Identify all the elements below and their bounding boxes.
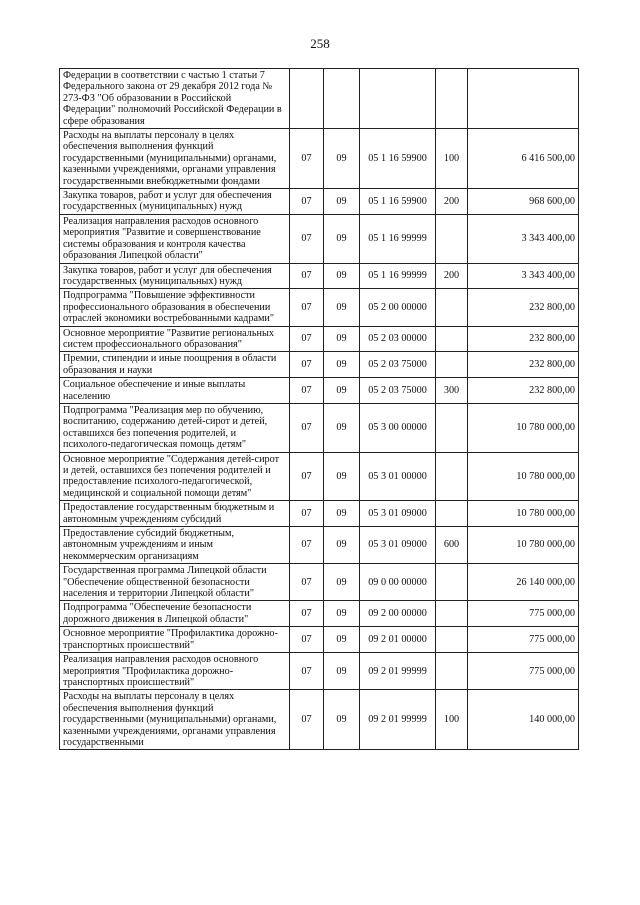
- target-article-cell: 09 2 00 00000: [360, 601, 436, 627]
- subsection-code-cell: 09: [324, 452, 360, 501]
- table-row: [60, 501, 579, 527]
- subsection-code-cell: 09: [324, 403, 360, 452]
- row-name-cell: Федерации в соответствии с частью 1 статьи 7 Федерального закона от 29 декабря 2012 года № 273-ФЗ "Об образовании в Российской Федерации" полномочий Российской Федерации в сфере образования: [60, 69, 290, 129]
- target-article-cell: 05 3 01 09000: [360, 527, 436, 564]
- section-code-cell: 07: [290, 378, 324, 404]
- section-code-cell: 07: [290, 564, 324, 601]
- row-name-cell: Премии, стипендии и иные поощрения в области образования и науки: [60, 352, 290, 378]
- row-name-cell: Реализация направления расходов основного мероприятия "Профилактика дорожно-транспортных происшествий": [60, 653, 290, 690]
- expense-type-cell: [436, 501, 468, 527]
- expense-type-cell: 600: [436, 527, 468, 564]
- expense-type-cell: [436, 601, 468, 627]
- row-name-cell: Закупка товаров, работ и услуг для обеспечения государственных (муниципальных) нужд: [60, 263, 290, 289]
- row-name-cell: Расходы на выплаты персоналу в целях обеспечения выполнения функций государственными (муниципальными) органами, казенными учреждениями, органами управления государственными: [60, 690, 290, 750]
- section-code-cell: 07: [290, 352, 324, 378]
- target-article-cell: 05 1 16 99999: [360, 263, 436, 289]
- target-article-cell: 05 3 01 09000: [360, 501, 436, 527]
- subsection-code-cell: 09: [324, 527, 360, 564]
- subsection-code-cell: 09: [324, 263, 360, 289]
- expense-type-cell: [436, 564, 468, 601]
- table-row: [60, 627, 579, 653]
- row-name-cell: Подпрограмма "Реализация мер по обучению, воспитанию, содержанию детей-сирот и детей, оставшихся без попечения родителей, и психолого-педагогическая помощь детям": [60, 403, 290, 452]
- row-name-cell: Предоставление субсидий бюджетным, автономным учреждениям и иным некоммерческим организациям: [60, 527, 290, 564]
- expense-type-cell: [436, 214, 468, 263]
- table-row: [60, 289, 579, 326]
- expense-type-cell: [436, 289, 468, 326]
- subsection-code-cell: 09: [324, 627, 360, 653]
- amount-cell: 10 780 000,00: [468, 527, 579, 564]
- target-article-cell: 05 2 03 75000: [360, 378, 436, 404]
- expense-type-cell: [436, 352, 468, 378]
- table-row: [60, 601, 579, 627]
- page-number: 258: [310, 36, 330, 51]
- section-code-cell: 07: [290, 189, 324, 215]
- target-article-cell: 09 0 00 00000: [360, 564, 436, 601]
- section-code-cell: 07: [290, 326, 324, 352]
- section-code-cell: 07: [290, 214, 324, 263]
- row-name-cell: Подпрограмма "Повышение эффективности профессионального образования в обеспечении отраслей экономики востребованными кадрами": [60, 289, 290, 326]
- target-article-cell: 09 2 01 99999: [360, 653, 436, 690]
- expense-type-cell: 300: [436, 378, 468, 404]
- target-article-cell: [360, 69, 436, 129]
- table-row: [60, 564, 579, 601]
- amount-cell: 140 000,00: [468, 690, 579, 750]
- target-article-cell: 05 1 16 99999: [360, 214, 436, 263]
- amount-cell: 232 800,00: [468, 289, 579, 326]
- amount-cell: 775 000,00: [468, 627, 579, 653]
- section-code-cell: [290, 69, 324, 129]
- row-name-cell: Реализация направления расходов основного мероприятия "Развитие и совершенствование системы образования и контроля качества образования Липецкой области": [60, 214, 290, 263]
- amount-cell: 968 600,00: [468, 189, 579, 215]
- expense-type-cell: [436, 627, 468, 653]
- row-name-cell: Основное мероприятие "Развитие региональных систем профессионального образования": [60, 326, 290, 352]
- amount-cell: 10 780 000,00: [468, 403, 579, 452]
- expense-type-cell: [436, 452, 468, 501]
- subsection-code-cell: 09: [324, 289, 360, 326]
- expense-type-cell: 100: [436, 129, 468, 189]
- table-row: [60, 69, 579, 129]
- section-code-cell: 07: [290, 601, 324, 627]
- target-article-cell: 05 2 00 00000: [360, 289, 436, 326]
- target-article-cell: 05 1 16 59900: [360, 189, 436, 215]
- amount-cell: 232 800,00: [468, 352, 579, 378]
- row-name-cell: Основное мероприятие "Содержания детей-сирот и детей, оставшихся без попечения родителей и предоставление психолого-педагогической, медицинской и социальной помощи детям": [60, 452, 290, 501]
- section-code-cell: 07: [290, 690, 324, 750]
- amount-cell: 10 780 000,00: [468, 501, 579, 527]
- budget-table-body: [60, 69, 579, 750]
- subsection-code-cell: 09: [324, 690, 360, 750]
- section-code-cell: 07: [290, 653, 324, 690]
- expense-type-cell: [436, 69, 468, 129]
- subsection-code-cell: 09: [324, 189, 360, 215]
- amount-cell: 232 800,00: [468, 378, 579, 404]
- section-code-cell: 07: [290, 263, 324, 289]
- subsection-code-cell: 09: [324, 501, 360, 527]
- row-name-cell: Подпрограмма "Обеспечение безопасности дорожного движения в Липецкой области": [60, 601, 290, 627]
- row-name-cell: Социальное обеспечение и иные выплаты населению: [60, 378, 290, 404]
- table-row: [60, 129, 579, 189]
- table-row: [60, 352, 579, 378]
- row-name-cell: Закупка товаров, работ и услуг для обеспечения государственных (муниципальных) нужд: [60, 189, 290, 215]
- table-row: [60, 378, 579, 404]
- amount-cell: 775 000,00: [468, 653, 579, 690]
- target-article-cell: 05 2 03 75000: [360, 352, 436, 378]
- subsection-code-cell: 09: [324, 378, 360, 404]
- subsection-code-cell: 09: [324, 653, 360, 690]
- amount-cell: 3 343 400,00: [468, 214, 579, 263]
- table-row: [60, 690, 579, 750]
- section-code-cell: 07: [290, 289, 324, 326]
- budget-table: [59, 68, 579, 750]
- expense-type-cell: 200: [436, 263, 468, 289]
- section-code-cell: 07: [290, 129, 324, 189]
- amount-cell: 3 343 400,00: [468, 263, 579, 289]
- subsection-code-cell: 09: [324, 129, 360, 189]
- target-article-cell: 05 2 03 00000: [360, 326, 436, 352]
- target-article-cell: 05 3 00 00000: [360, 403, 436, 452]
- subsection-code-cell: 09: [324, 564, 360, 601]
- expense-type-cell: [436, 653, 468, 690]
- amount-cell: 10 780 000,00: [468, 452, 579, 501]
- section-code-cell: 07: [290, 527, 324, 564]
- row-name-cell: Основное мероприятие "Профилактика дорожно-транспортных происшествий": [60, 627, 290, 653]
- table-row: [60, 214, 579, 263]
- amount-cell: 6 416 500,00: [468, 129, 579, 189]
- subsection-code-cell: 09: [324, 601, 360, 627]
- section-code-cell: 07: [290, 501, 324, 527]
- row-name-cell: Расходы на выплаты персоналу в целях обеспечения выполнения функций государственными (муниципальными) органами, казенными учреждениями, органами управления государственными внебюджетными фондами: [60, 129, 290, 189]
- expense-type-cell: 100: [436, 690, 468, 750]
- amount-cell: 26 140 000,00: [468, 564, 579, 601]
- expense-type-cell: [436, 326, 468, 352]
- amount-cell: 775 000,00: [468, 601, 579, 627]
- subsection-code-cell: 09: [324, 352, 360, 378]
- target-article-cell: 09 2 01 99999: [360, 690, 436, 750]
- row-name-cell: Предоставление государственным бюджетным и автономным учреждениям субсидий: [60, 501, 290, 527]
- table-row: [60, 326, 579, 352]
- subsection-code-cell: 09: [324, 214, 360, 263]
- target-article-cell: 05 1 16 59900: [360, 129, 436, 189]
- amount-cell: [468, 69, 579, 129]
- target-article-cell: 05 3 01 00000: [360, 452, 436, 501]
- section-code-cell: 07: [290, 452, 324, 501]
- section-code-cell: 07: [290, 627, 324, 653]
- table-row: [60, 263, 579, 289]
- expense-type-cell: [436, 403, 468, 452]
- target-article-cell: 09 2 01 00000: [360, 627, 436, 653]
- table-row: [60, 527, 579, 564]
- row-name-cell: Государственная программа Липецкой области "Обеспечение общественной безопасности населения и территории Липецкой области": [60, 564, 290, 601]
- subsection-code-cell: 09: [324, 326, 360, 352]
- table-row: [60, 403, 579, 452]
- expense-type-cell: 200: [436, 189, 468, 215]
- table-row: [60, 452, 579, 501]
- table-row: [60, 653, 579, 690]
- amount-cell: 232 800,00: [468, 326, 579, 352]
- section-code-cell: 07: [290, 403, 324, 452]
- table-row: [60, 189, 579, 215]
- subsection-code-cell: [324, 69, 360, 129]
